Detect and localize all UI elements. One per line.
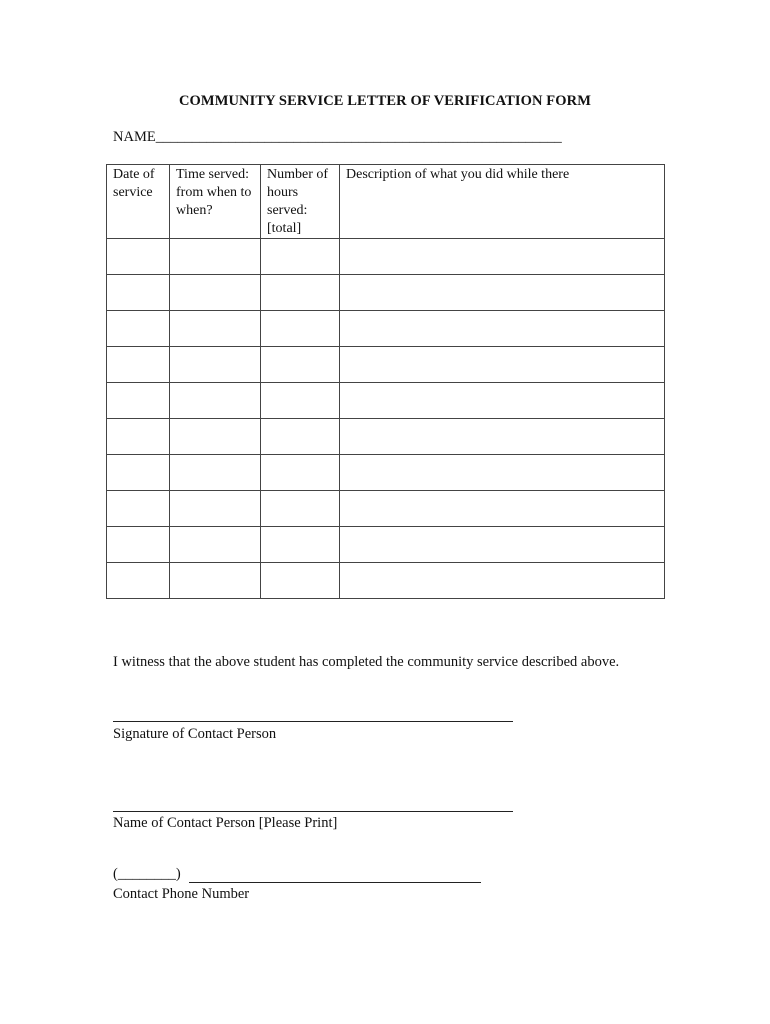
time-cell[interactable]	[170, 383, 261, 419]
header-time-served: Time served: from when to when?	[170, 165, 261, 239]
description-cell[interactable]	[340, 347, 665, 383]
time-cell[interactable]	[170, 239, 261, 275]
hours-cell[interactable]	[261, 347, 340, 383]
hours-cell[interactable]	[261, 527, 340, 563]
time-cell[interactable]	[170, 527, 261, 563]
table-header-row	[107, 165, 665, 239]
signature-line[interactable]	[113, 721, 513, 722]
hours-cell[interactable]	[261, 383, 340, 419]
header-hours-served: Number of hours served: [total]	[261, 165, 340, 239]
time-cell[interactable]	[170, 491, 261, 527]
time-cell[interactable]	[170, 311, 261, 347]
date-cell[interactable]	[107, 563, 170, 599]
table-row	[107, 491, 665, 527]
date-cell[interactable]	[107, 527, 170, 563]
contact-name-line[interactable]	[113, 811, 513, 812]
description-cell[interactable]	[340, 527, 665, 563]
description-cell[interactable]	[340, 275, 665, 311]
table-row	[107, 563, 665, 599]
description-cell[interactable]	[340, 383, 665, 419]
description-cell[interactable]	[340, 455, 665, 491]
description-cell[interactable]	[340, 419, 665, 455]
service-log-table	[106, 164, 665, 599]
hours-cell[interactable]	[261, 311, 340, 347]
header-description: Description of what you did while there	[340, 165, 665, 239]
time-cell[interactable]	[170, 455, 261, 491]
table-row	[107, 311, 665, 347]
header-date-of-service: Date of service	[107, 165, 170, 239]
phone-caption: Contact Phone Number	[113, 886, 250, 902]
date-cell[interactable]	[107, 275, 170, 311]
date-cell[interactable]	[107, 419, 170, 455]
phone-number-line[interactable]	[189, 882, 481, 883]
table-row	[107, 275, 665, 311]
hours-cell[interactable]	[261, 239, 340, 275]
hours-cell[interactable]	[261, 455, 340, 491]
phone-area-code-field[interactable]: (________)	[113, 866, 181, 882]
hours-cell[interactable]	[261, 563, 340, 599]
table-row	[107, 347, 665, 383]
hours-cell[interactable]	[261, 419, 340, 455]
time-cell[interactable]	[170, 563, 261, 599]
description-cell[interactable]	[340, 563, 665, 599]
hours-cell[interactable]	[261, 275, 340, 311]
contact-name-caption: Name of Contact Person [Please Print]	[113, 815, 338, 831]
description-cell[interactable]	[340, 311, 665, 347]
description-cell[interactable]	[340, 491, 665, 527]
time-cell[interactable]	[170, 419, 261, 455]
date-cell[interactable]	[107, 383, 170, 419]
date-cell[interactable]	[107, 239, 170, 275]
signature-caption: Signature of Contact Person	[113, 726, 277, 742]
table-row	[107, 239, 665, 275]
date-cell[interactable]	[107, 455, 170, 491]
table-row	[107, 419, 665, 455]
description-cell[interactable]	[340, 239, 665, 275]
witness-statement: I witness that the above student has completed the community service described above.	[113, 654, 620, 670]
date-cell[interactable]	[107, 347, 170, 383]
hours-cell[interactable]	[261, 491, 340, 527]
table-row	[107, 383, 665, 419]
date-cell[interactable]	[107, 491, 170, 527]
form-title: COMMUNITY SERVICE LETTER OF VERIFICATION FORM	[178, 93, 592, 109]
name-field[interactable]: NAME________________________________________________________	[113, 129, 562, 145]
time-cell[interactable]	[170, 347, 261, 383]
date-cell[interactable]	[107, 311, 170, 347]
table-row	[107, 455, 665, 491]
table-row	[107, 527, 665, 563]
time-cell[interactable]	[170, 275, 261, 311]
